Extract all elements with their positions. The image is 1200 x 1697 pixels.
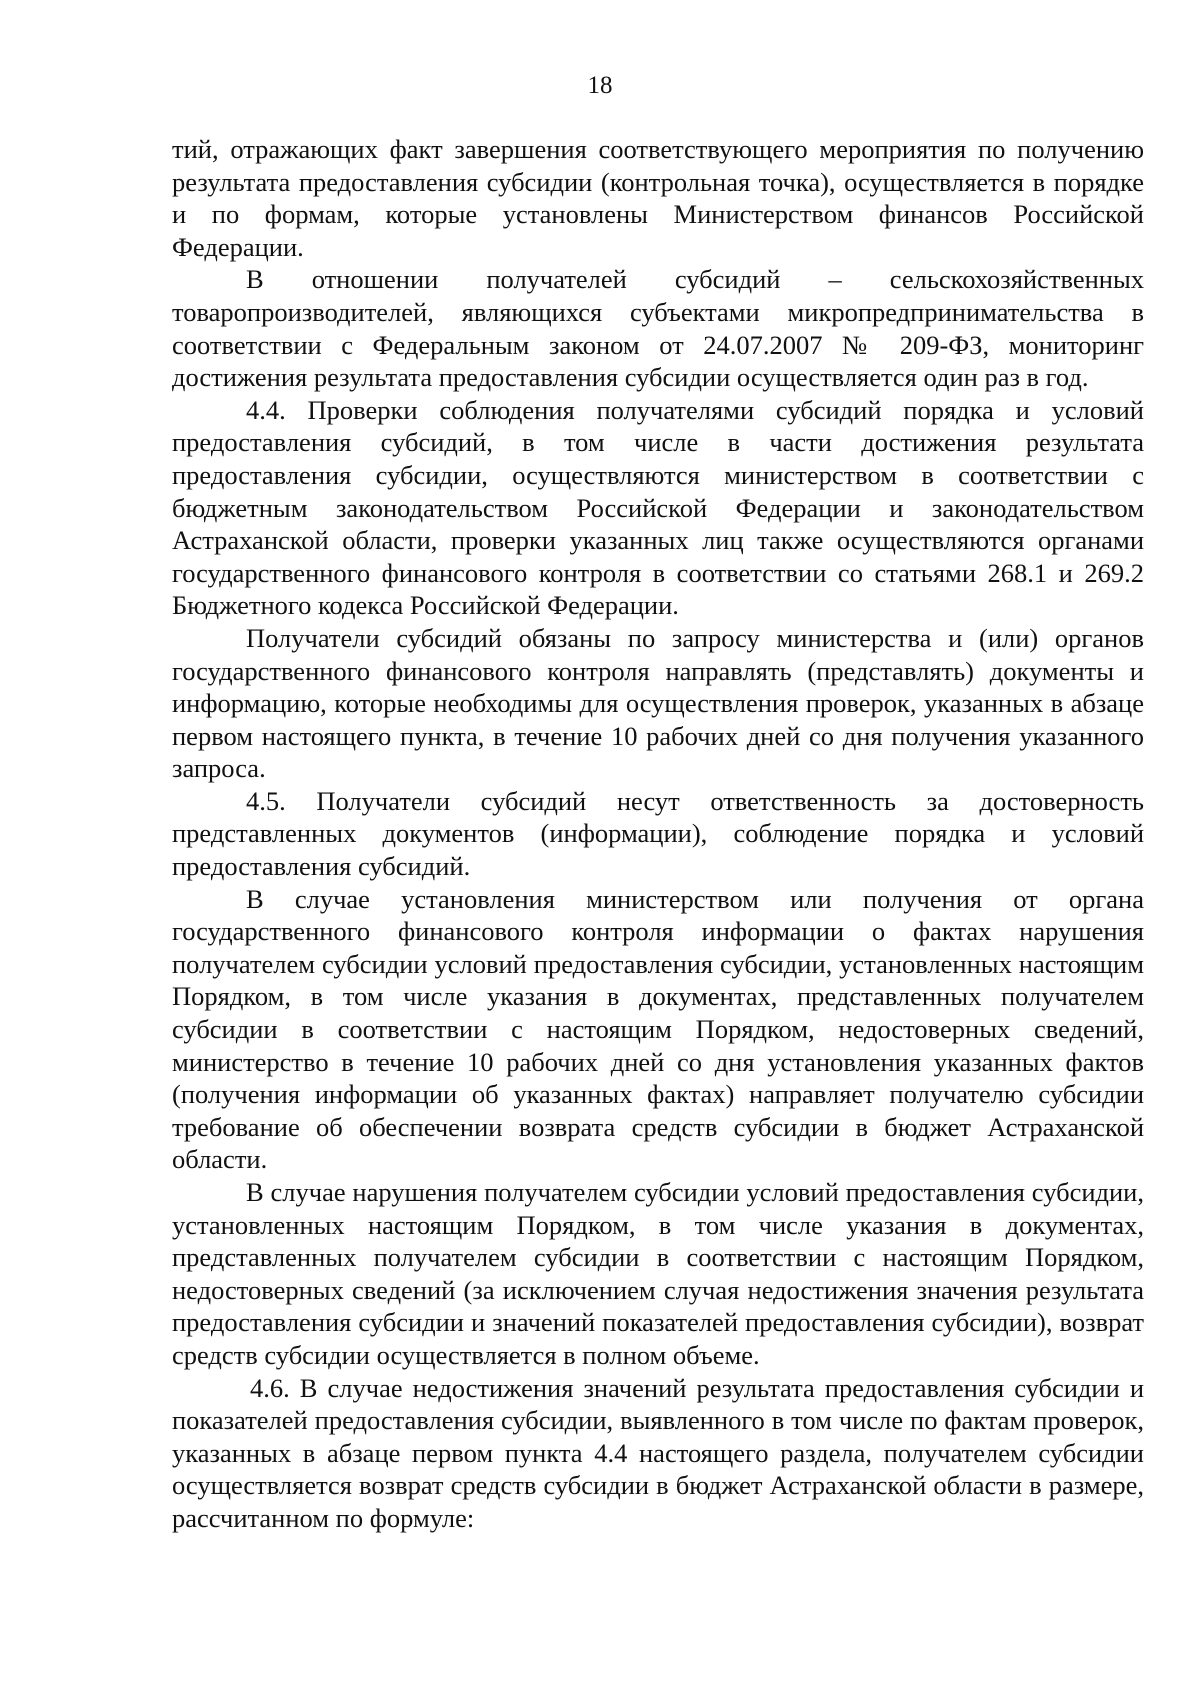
- paragraph-full-refund: В случае нарушения получателем субсидии условий предоставления субсидии, установленных настоящим Порядком, в том числе указания в документах, представленных получателем субсидии в соответствии с настоящим Порядком, недостоверных сведений (за исключением случая недостижения значения результата предоставления субсидии и значений показателей предоставления субсидии), возврат средств субсидии осуществляется в полном объеме.: [172, 1177, 1144, 1370]
- paragraph-4-4: 4.4. Проверки соблюдения получателями субсидий порядка и условий предоставления субсидий, в том числе в части достижения результата предоставления субсидии, осуществляются министерством в соответствии с бюджетным законодательством Российской Федерации и законодательством Астраханской области, проверки указанных лиц также осуществляются органами государственного финансового контроля в соответствии со статьями 268.1 и 269.2 Бюджетного кодекса Российской Федерации.: [172, 394, 1144, 621]
- paragraph-violation-notice: В случае установления министерством или получения от органа государственного финансового контроля информации о фактах нарушения получателем субсидии условий предоставления субсидии, установленных настоящим Порядком, в том числе указания в документах, представленных получателем субсидии в соответствии с настоящим Порядком, недостоверных сведений, министерство в течение 10 рабочих дней со дня установления указанных фактов (получения информации об указанных фактах) направляет получателю субсидии требование об обеспечении возврата средств субсидии в бюджет Астраханской области.: [172, 883, 1144, 1175]
- document-body: [172, 133, 1144, 1535]
- paragraph-recipients-obligations: Получатели субсидий обязаны по запросу министерства и (или) органов государственного финансового контроля направлять (представлять) документы и информацию, которые необходимы для осуществления проверок, указанных в абзаце первом настоящего пункта, в течение 10 рабочих дней со дня получения указанного запроса.: [172, 622, 1144, 784]
- paragraph-4-5: 4.5. Получатели субсидий несут ответственность за достоверность представленных документов (информации), соблюдение порядка и условий предоставления субсидий.: [172, 785, 1144, 882]
- paragraph-continuation: тий, отражающих факт завершения соответствующего мероприятия по получению результата предоставления субсидии (контрольная точка), осуществляется в порядке и по формам, которые установлены Министерством финансов Российской Федерации.: [172, 134, 1144, 262]
- page-number: 18: [587, 72, 613, 99]
- paragraph-monitoring: В отношении получателей субсидий – сельскохозяйственных товаропроизводителей, являющихся субъектами микропредпринимательства в соответствии с Федеральным законом от 24.07.2007 № 209-ФЗ, мониторинг достижения результата предоставления субсидии осуществляется один раз в год.: [172, 264, 1144, 393]
- paragraph-4-6: 4.6. В случае недостижения значений результата предоставления субсидии и показателей предоставления субсидии, выявленного в том числе по фактам проверок, указанных в абзаце первом пункта 4.4 настоящего раздела, получателем субсидии осуществляется возврат средств субсидии в бюджет Астраханской области в размере, рассчитанном по формуле:: [172, 1372, 1144, 1533]
